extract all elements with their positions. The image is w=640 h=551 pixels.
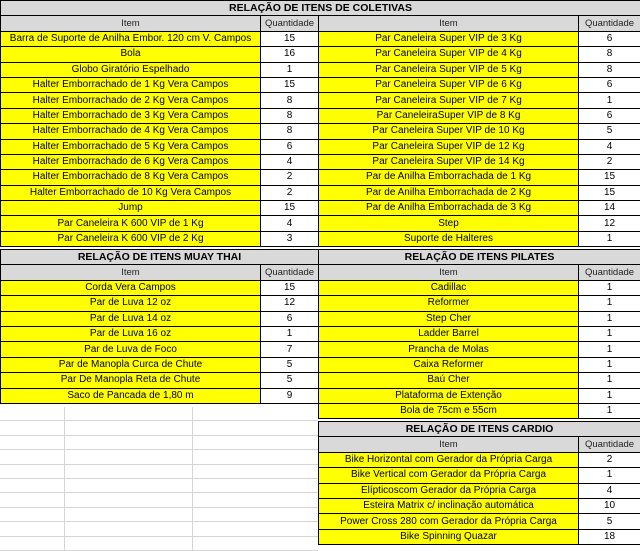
quantity-cell: 6: [579, 77, 640, 92]
item-cell: Caixa Reformer: [319, 357, 579, 372]
muay-thai-header-qty: Quantidade: [261, 265, 319, 280]
empty-row: [0, 465, 318, 479]
item-cell: Bola de 75cm e 55cm: [319, 403, 579, 418]
empty-row: [0, 407, 318, 421]
quantity-cell: 1: [579, 93, 640, 108]
item-cell: Par Caneleira Super VIP de 14 Kg: [319, 154, 579, 169]
quantity-cell: 2: [261, 185, 319, 200]
table-row: [319, 452, 640, 467]
quantity-cell: 4: [579, 483, 640, 498]
quantity-cell: 15: [579, 170, 640, 185]
table-row: [1, 388, 319, 403]
item-cell: Par de Anilha Emborrachada de 2 Kg: [319, 185, 579, 200]
table-row: [319, 498, 640, 513]
table-row: [319, 468, 640, 483]
quantity-cell: 8: [261, 108, 319, 123]
item-cell: Step Cher: [319, 311, 579, 326]
pilates-body: [319, 280, 640, 419]
table-row: [319, 403, 640, 418]
item-cell: Par Caneleira Super VIP de 4 Kg: [319, 47, 579, 62]
coletivas-header-item: Item: [1, 16, 261, 31]
item-cell: Halter Emborrachado de 5 Kg Vera Campos: [1, 139, 261, 154]
quantity-cell: 2: [579, 154, 640, 169]
item-cell: Par de Luva 12 oz: [1, 296, 261, 311]
item-cell: Par De Manopla Reta de Chute: [1, 373, 261, 388]
item-cell: Suporte de Halteres: [319, 231, 579, 246]
coletivas-table: [0, 0, 640, 247]
empty-row: [0, 537, 318, 551]
quantity-cell: 15: [579, 185, 640, 200]
quantity-cell: 1: [579, 357, 640, 372]
quantity-cell: 10: [579, 498, 640, 513]
table-row: [319, 280, 640, 295]
quantity-cell: 1: [579, 231, 640, 246]
table-row: [1, 357, 319, 372]
table-row: [1, 342, 319, 357]
quantity-cell: 1: [579, 388, 640, 403]
item-cell: Globo Giratório Espelhado: [1, 62, 261, 77]
quantity-cell: 5: [579, 514, 640, 529]
quantity-cell: 6: [261, 311, 319, 326]
quantity-cell: 12: [261, 296, 319, 311]
quantity-cell: 8: [261, 93, 319, 108]
table-row: [1, 185, 640, 200]
empty-row: [0, 436, 318, 450]
item-cell: Par Caneleira Super VIP de 7 Kg: [319, 93, 579, 108]
muay-thai-title: RELAÇÃO DE ITENS MUAY THAI: [1, 250, 319, 265]
table-row: [1, 154, 640, 169]
table-row: [1, 201, 640, 216]
table-row: [319, 483, 640, 498]
quantity-cell: 8: [579, 62, 640, 77]
quantity-cell: 1: [579, 342, 640, 357]
item-cell: Par de Luva 14 oz: [1, 311, 261, 326]
item-cell: Bola: [1, 47, 261, 62]
empty-row: [0, 508, 318, 522]
quantity-cell: 5: [579, 124, 640, 139]
quantity-cell: 1: [579, 296, 640, 311]
quantity-cell: 1: [579, 403, 640, 418]
quantity-cell: 5: [261, 373, 319, 388]
coletivas-header-qty: Quantidade: [261, 16, 319, 31]
item-cell: Prancha de Molas: [319, 342, 579, 357]
quantity-cell: 1: [261, 62, 319, 77]
table-row: [319, 326, 640, 341]
table-row: [1, 373, 319, 388]
pilates-header-qty: Quantidade: [579, 265, 640, 280]
item-cell: Par Caneleira Super VIP de 6 Kg: [319, 77, 579, 92]
quantity-cell: 15: [261, 280, 319, 295]
item-cell: Corda Vera Campos: [1, 280, 261, 295]
quantity-cell: 8: [261, 124, 319, 139]
table-row: [1, 31, 640, 46]
item-cell: Bike Vertical com Gerador da Própria Carga: [319, 468, 579, 483]
quantity-cell: 18: [579, 529, 640, 544]
table-row: [319, 373, 640, 388]
item-cell: Saco de Pancada de 1,80 m: [1, 388, 261, 403]
quantity-cell: 5: [261, 357, 319, 372]
pilates-title: RELAÇÃO DE ITENS PILATES: [319, 250, 640, 265]
item-cell: Par Caneleira Super VIP de 12 Kg: [319, 139, 579, 154]
table-row: [1, 108, 640, 123]
pilates-table: [318, 249, 640, 419]
item-cell: Par de Anilha Emborrachada de 3 Kg: [319, 201, 579, 216]
item-cell: Halter Emborrachado de 2 Kg Vera Campos: [1, 93, 261, 108]
item-cell: Step: [319, 216, 579, 231]
quantity-cell: 4: [579, 139, 640, 154]
empty-row: [0, 522, 318, 536]
item-cell: Halter Emborrachado de 6 Kg Vera Campos: [1, 154, 261, 169]
item-cell: Bike Horizontal com Gerador da Própria Carga: [319, 452, 579, 467]
item-cell: Par Caneleira Super VIP de 3 Kg: [319, 31, 579, 46]
quantity-cell: 6: [579, 108, 640, 123]
item-cell: Par de Manopla Curca de Chute: [1, 357, 261, 372]
quantity-cell: 15: [261, 201, 319, 216]
quantity-cell: 2: [579, 452, 640, 467]
empty-row: [0, 493, 318, 507]
empty-cells: [0, 407, 318, 551]
quantity-cell: 6: [261, 139, 319, 154]
quantity-cell: 15: [261, 31, 319, 46]
item-cell: Halter Emborrachado de 10 Kg Vera Campos: [1, 185, 261, 200]
empty-row: [0, 479, 318, 493]
empty-row: [0, 450, 318, 464]
item-cell: Halter Emborrachado de 3 Kg Vera Campos: [1, 108, 261, 123]
quantity-cell: 3: [261, 231, 319, 246]
quantity-cell: 1: [579, 311, 640, 326]
quantity-cell: 6: [579, 31, 640, 46]
item-cell: Ladder Barrel: [319, 326, 579, 341]
coletivas-title: RELAÇÃO DE ITENS DE COLETIVAS: [1, 1, 640, 16]
table-row: [319, 529, 640, 544]
quantity-cell: 15: [261, 77, 319, 92]
muay-thai-body: [1, 280, 319, 403]
quantity-cell: 1: [261, 326, 319, 341]
item-cell: Jump: [1, 201, 261, 216]
quantity-cell: 14: [579, 201, 640, 216]
cardio-header-qty: Quantidade: [579, 437, 640, 452]
table-row: [319, 388, 640, 403]
item-cell: Par Caneleira K 600 VIP de 2 Kg: [1, 231, 261, 246]
quantity-cell: 8: [579, 47, 640, 62]
coletivas-header-item-2: Item: [319, 16, 579, 31]
quantity-cell: 7: [261, 342, 319, 357]
quantity-cell: 1: [579, 280, 640, 295]
item-cell: Reformer: [319, 296, 579, 311]
item-cell: Baú Cher: [319, 373, 579, 388]
empty-row: [0, 421, 318, 435]
table-row: [1, 311, 319, 326]
item-cell: Plataforma de Extenção: [319, 388, 579, 403]
quantity-cell: 16: [261, 47, 319, 62]
table-row: [1, 47, 640, 62]
item-cell: Par CaneleiraSuper VIP de 8 Kg: [319, 108, 579, 123]
item-cell: Halter Emborrachado de 1 Kg Vera Campos: [1, 77, 261, 92]
item-cell: Halter Emborrachado de 4 Kg Vera Campos: [1, 124, 261, 139]
table-row: [1, 296, 319, 311]
muay-thai-table: [0, 249, 319, 404]
item-cell: Par de Luva 16 oz: [1, 326, 261, 341]
table-row: [319, 514, 640, 529]
item-cell: Par Caneleira K 600 VIP de 1 Kg: [1, 216, 261, 231]
coletivas-body: [1, 31, 640, 246]
item-cell: Par de Anilha Emborrachada de 1 Kg: [319, 170, 579, 185]
table-row: [1, 216, 640, 231]
item-cell: Power Cross 280 com Gerador da Própria Carga: [319, 514, 579, 529]
table-row: [1, 170, 640, 185]
table-row: [1, 231, 640, 246]
table-row: [319, 357, 640, 372]
item-cell: Esteira Matrix c/ inclinação automática: [319, 498, 579, 513]
table-row: [1, 326, 319, 341]
quantity-cell: 9: [261, 388, 319, 403]
item-cell: Bike Spinning Quazar: [319, 529, 579, 544]
quantity-cell: 1: [579, 468, 640, 483]
item-cell: Elípticoscom Gerador da Própria Carga: [319, 483, 579, 498]
item-cell: Par Caneleira Super VIP de 10 Kg: [319, 124, 579, 139]
table-row: [319, 311, 640, 326]
table-row: [1, 124, 640, 139]
cardio-header-item: Item: [319, 437, 579, 452]
item-cell: Halter Emborrachado de 8 Kg Vera Campos: [1, 170, 261, 185]
item-cell: Par de Luva de Foco: [1, 342, 261, 357]
table-row: [1, 77, 640, 92]
quantity-cell: 4: [261, 154, 319, 169]
table-row: [1, 93, 640, 108]
quantity-cell: 2: [261, 170, 319, 185]
quantity-cell: 12: [579, 216, 640, 231]
item-cell: Barra de Suporte de Anilha Embor. 120 cm V. Campos: [1, 31, 261, 46]
table-row: [1, 62, 640, 77]
item-cell: Cadillac: [319, 280, 579, 295]
cardio-title: RELAÇÃO DE ITENS CARDIO: [319, 422, 640, 437]
table-row: [1, 139, 640, 154]
quantity-cell: 4: [261, 216, 319, 231]
table-row: [319, 342, 640, 357]
quantity-cell: 1: [579, 326, 640, 341]
item-cell: Par Caneleira Super VIP de 5 Kg: [319, 62, 579, 77]
quantity-cell: 1: [579, 373, 640, 388]
cardio-table: [318, 421, 640, 545]
cardio-body: [319, 452, 640, 544]
table-row: [319, 296, 640, 311]
table-row: [1, 280, 319, 295]
muay-thai-header-item: Item: [1, 265, 261, 280]
coletivas-header-qty-2: Quantidade: [579, 16, 640, 31]
pilates-header-item: Item: [319, 265, 579, 280]
